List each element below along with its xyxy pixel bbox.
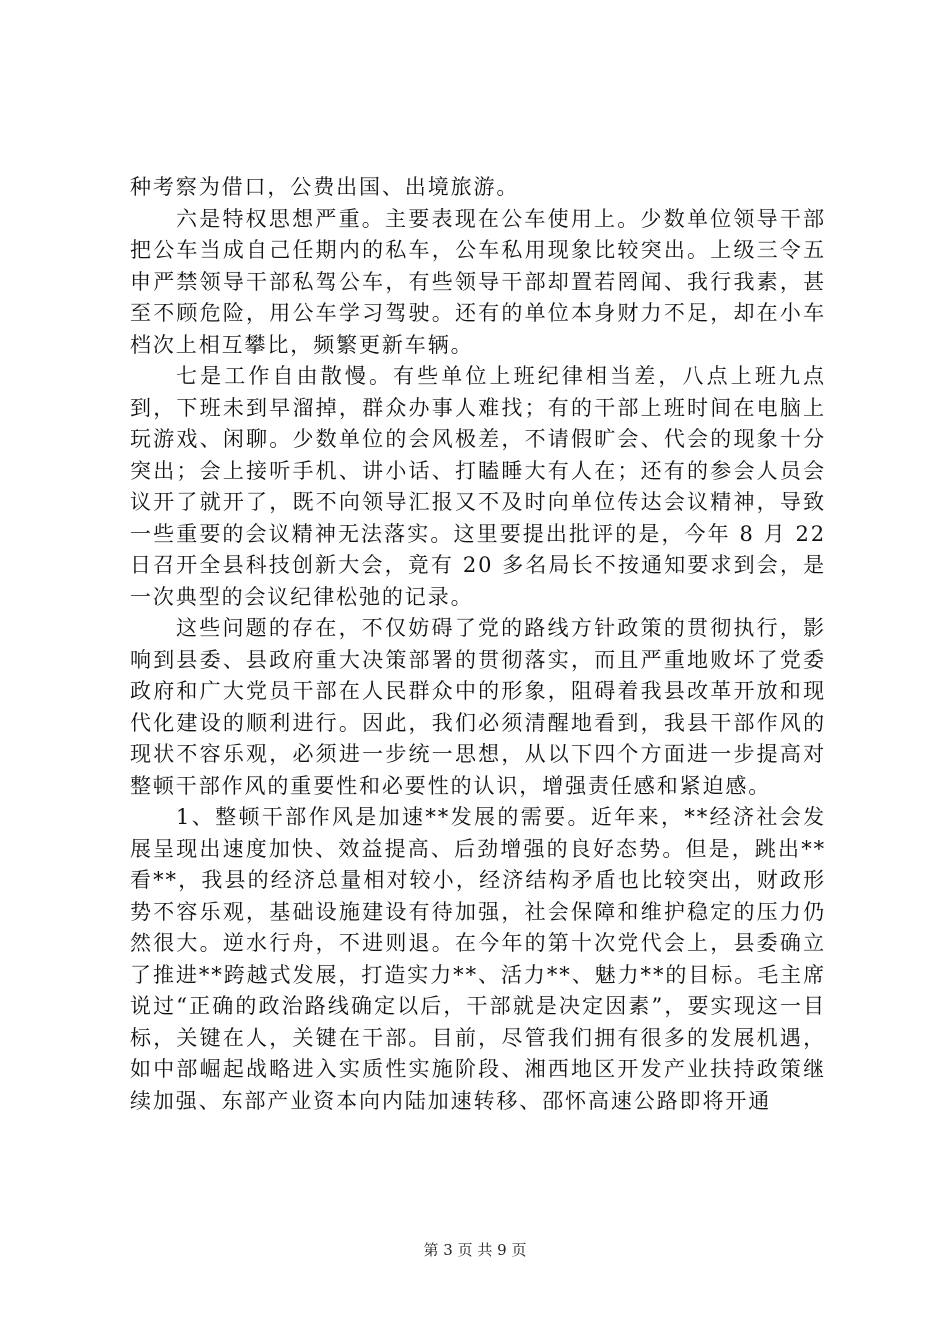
paragraph-discipline: 七是工作自由散慢。有些单位上班纪律相当差，八点上班九点到，下班未到早溜掉，群众办事人难找；有的干部上班时间在电脑上玩游戏、闲聊。少数单位的会风极差，不请假旷会、代会的现象十分突出；会上接听手机、讲小话、打瞌睡大有人在；还有的参会人员会议开了就开了，既不向领导汇报又不及时向单位传达会议精神，导致一些重要的会议精神无法落实。这里要提出批评的是，今年 8 月 22 日召开全县科技创新大会，竟有 20 多名局长不按通知要求到会，是一次典型的会议纪律松弛的记录。 — [130, 364, 826, 609]
paragraph-point-one: 1、整顿干部作风是加速**发展的需要。近年来，**经济社会发展呈现出速度加快、效益提高、后劲增强的良好态势。但是，跳出**看**，我县的经济总量相对较小，经济结构矛盾也比较突出，财政形势不容乐观，基础设施建设有待加强，社会保障和维护稳定的压力仍然很大。逆水行舟，不进则退。在今年的第十次党代会上，县委确立了推进**跨越式发展，打造实力**、活力**、魅力**的目标。毛主席说过“正确的政治路线确定以后，干部就是决定因素”，要实现这一目标，关键在人，关键在干部。目前，尽管我们拥有很多的发展机遇，如中部崛起战略进入实质性实施阶段、湘西地区开发产业扶持政策继续加强、东部产业资本向内陆加速转移、邵怀高速公路即将开通 — [130, 805, 826, 1113]
paragraph-privilege: 六是特权思想严重。主要表现在公车使用上。少数单位领导干部把公车当成自己任期内的私车，公车私用现象比较突出。上级三令五申严禁领导干部私驾公车，有些领导干部却置若罔闻、我行我素，甚至不顾危险，用公车学习驾驶。还有的单位本身财力不足，却在小车档次上相互攀比，频繁更新车辆。 — [130, 206, 826, 357]
page-footer: 第 3 页 共 9 页 — [423, 1241, 527, 1259]
paragraph-continuation: 种考察为借口，公费出国、出境旅游。 — [130, 175, 520, 199]
paragraph-problems-summary: 这些问题的存在，不仅妨碍了党的路线方针政策的贯彻执行，影响到县委、县政府重大决策部署的贯彻落实，而且严重地败坏了党委政府和广大党员干部在人民群众中的形象，阻碍着我县改革开放和现代化建设的顺利进行。因此，我们必须清醒地看到，我县干部作风的现状不容乐观，必须进一步统一思想，从以下四个方面进一步提高对整顿干部作风的重要性和必要性的认识，增强责任感和紧迫感。 — [130, 616, 826, 798]
document-body — [130, 172, 826, 1117]
